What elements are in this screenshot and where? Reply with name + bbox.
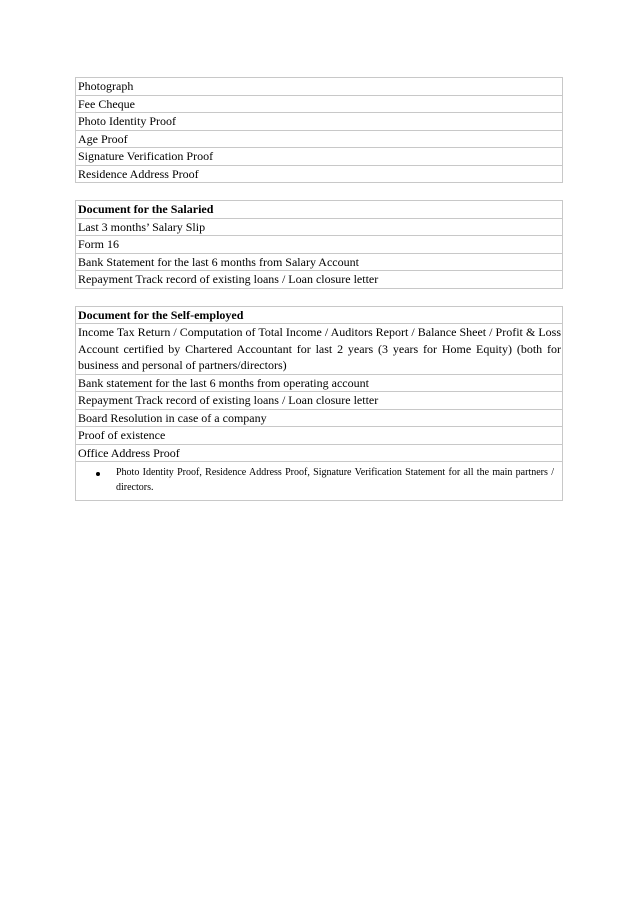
table-cell: Form 16 — [76, 236, 563, 254]
table-row — [76, 218, 563, 236]
bullet-icon — [96, 472, 100, 476]
table-row — [76, 324, 563, 375]
bullet-cell — [76, 462, 563, 501]
table-cell: Proof of existence — [76, 427, 563, 445]
table-row — [76, 95, 563, 113]
table-cell: Office Address Proof — [76, 444, 563, 462]
table-row — [76, 427, 563, 445]
self-employed-heading: Document for the Self-employed — [76, 306, 563, 324]
table-row — [76, 165, 563, 183]
table-row — [76, 148, 563, 166]
table-header-row — [76, 306, 563, 324]
self-employed-documents-table — [75, 306, 563, 502]
salaried-heading: Document for the Salaried — [76, 201, 563, 219]
spacer — [75, 183, 563, 200]
salaried-documents-table — [75, 200, 563, 289]
bullet-text: Photo Identity Proof, Residence Address Proof, Signature Verification Statement for all the main partners / directors. — [116, 467, 554, 493]
table-row — [76, 392, 563, 410]
spacer — [75, 289, 563, 306]
table-row — [76, 113, 563, 131]
table-cell: Repayment Track record of existing loans / Loan closure letter — [76, 392, 563, 410]
table-cell: Income Tax Return / Computation of Total Income / Auditors Report / Balance Sheet / Profit & Loss Account certified by Chartered Accountant for last 2 years (3 years for Home Equity) (both for business and personal of partners/directors) — [76, 324, 563, 375]
general-documents-table — [75, 77, 563, 183]
table-row — [76, 78, 563, 96]
table-row — [76, 409, 563, 427]
table-cell: Signature Verification Proof — [76, 148, 563, 166]
table-cell: Fee Cheque — [76, 95, 563, 113]
table-row — [76, 130, 563, 148]
bullet-list-item — [96, 462, 554, 495]
table-cell: Last 3 months’ Salary Slip — [76, 218, 563, 236]
table-row — [76, 444, 563, 462]
table-header-row — [76, 201, 563, 219]
table-cell: Bank statement for the last 6 months from operating account — [76, 374, 563, 392]
table-cell: Repayment Track record of existing loans / Loan closure letter — [76, 271, 563, 289]
table-row — [76, 253, 563, 271]
document-page — [75, 77, 563, 501]
table-cell: Board Resolution in case of a company — [76, 409, 563, 427]
table-cell: Residence Address Proof — [76, 165, 563, 183]
table-row — [76, 236, 563, 254]
table-row — [76, 374, 563, 392]
table-row — [76, 271, 563, 289]
table-cell: Bank Statement for the last 6 months from Salary Account — [76, 253, 563, 271]
table-cell: Photo Identity Proof — [76, 113, 563, 131]
table-row — [76, 462, 563, 501]
table-cell: Age Proof — [76, 130, 563, 148]
table-cell: Photograph — [76, 78, 563, 96]
